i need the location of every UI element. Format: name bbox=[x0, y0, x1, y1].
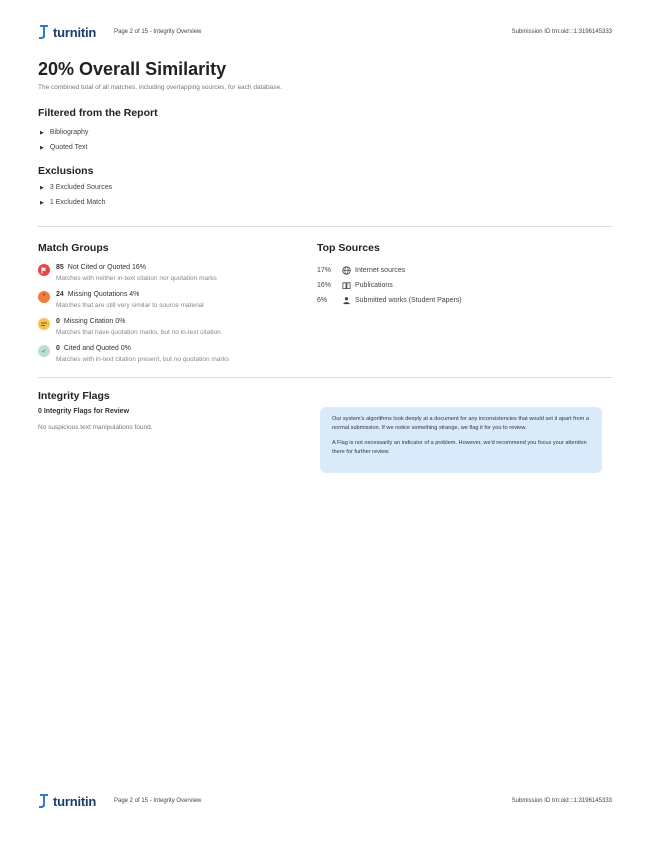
match-group-label: Missing Citation 0% bbox=[63, 318, 126, 325]
page-header bbox=[38, 24, 612, 44]
filtered-item-bibliography[interactable] bbox=[40, 129, 88, 136]
expand-triangle-icon: ▶ bbox=[40, 199, 44, 206]
match-group-desc: Matches with in-text citation present, but no quotation marks bbox=[56, 356, 230, 363]
logo-text: turnitin bbox=[53, 793, 97, 809]
logo-text: turnitin bbox=[53, 24, 97, 40]
match-group-desc: Matches with neither in-text citation nor quotation marks bbox=[56, 275, 217, 282]
top-source-submitted[interactable] bbox=[317, 295, 462, 305]
info-paragraph-1: Our system's algorithms look deeply at a document for any inconsistencies that would set it apart from a normal submission. If we notice something strange, we flag it for you to review. bbox=[332, 416, 589, 431]
quote-icon: “ bbox=[38, 291, 50, 303]
section-divider bbox=[38, 226, 612, 227]
expand-triangle-icon: ▶ bbox=[40, 144, 44, 151]
top-source-label: Internet sources bbox=[355, 266, 406, 274]
page-info: Page 2 of 15 - Integrity Overview bbox=[114, 29, 202, 35]
similarity-subtitle: The combined total of all matches, including overlapping sources, for each database. bbox=[38, 84, 282, 91]
turnitin-logo-icon bbox=[38, 793, 50, 809]
page-footer bbox=[38, 793, 612, 813]
flag-icon bbox=[38, 264, 50, 276]
globe-icon bbox=[341, 265, 351, 275]
turnitin-logo bbox=[38, 793, 96, 809]
expand-triangle-icon: ▶ bbox=[40, 129, 44, 136]
exclusions-section-title: Exclusions bbox=[38, 165, 94, 177]
section-divider bbox=[38, 377, 612, 378]
match-group-label: Not Cited or Quoted 16% bbox=[67, 264, 147, 271]
integrity-flags-count: 0 Integrity Flags for Review bbox=[38, 408, 130, 415]
submission-id: Submission ID trn:oid:::1:3196145333 bbox=[511, 29, 612, 35]
filtered-section-title: Filtered from the Report bbox=[38, 107, 158, 119]
turnitin-logo-icon bbox=[38, 24, 50, 40]
page-title: 20% Overall Similarity bbox=[38, 59, 227, 79]
match-group-desc: Matches that have quotation marks, but no in-text citation bbox=[56, 329, 221, 336]
match-group-desc: Matches that are still very similar to source material bbox=[56, 302, 204, 309]
turnitin-logo bbox=[38, 24, 96, 40]
top-source-publications[interactable] bbox=[317, 280, 393, 290]
integrity-flags-title: Integrity Flags bbox=[38, 390, 110, 402]
exclusion-item-label: 1 Excluded Match bbox=[49, 199, 106, 206]
top-sources-title: Top Sources bbox=[317, 242, 380, 254]
top-source-label: Submitted works (Student Papers) bbox=[355, 296, 462, 304]
integrity-info-box bbox=[320, 407, 602, 473]
top-source-pct: 16% bbox=[317, 281, 332, 289]
submission-id: Submission ID trn:oid:::1:3196145333 bbox=[511, 798, 612, 804]
top-source-internet[interactable] bbox=[317, 265, 405, 275]
match-group-label: Cited and Quoted 0% bbox=[63, 345, 131, 352]
filtered-item-quoted-text[interactable] bbox=[40, 144, 87, 151]
match-group-label: Missing Quotations 4% bbox=[67, 291, 140, 298]
exclusion-item-sources[interactable] bbox=[40, 184, 112, 191]
top-source-label: Publications bbox=[355, 281, 393, 289]
top-source-pct: 6% bbox=[317, 296, 328, 304]
filtered-item-label: Bibliography bbox=[49, 129, 89, 136]
check-icon: ✓ bbox=[38, 345, 50, 357]
info-paragraph-2: A Flag is not necessarily an indicator of a problem. However, we'd recommend you focus your attention there for further review. bbox=[332, 440, 587, 455]
match-group-count: 0 bbox=[56, 318, 60, 325]
person-icon bbox=[341, 295, 351, 305]
integrity-none-text: No suspicious text manipulations found. bbox=[38, 424, 153, 431]
match-groups-title: Match Groups bbox=[38, 242, 109, 254]
page-info: Page 2 of 15 - Integrity Overview bbox=[114, 798, 202, 804]
top-source-pct: 17% bbox=[317, 266, 332, 274]
match-group-count: 24 bbox=[56, 291, 64, 298]
match-group-count: 85 bbox=[56, 264, 64, 271]
match-group-count: 0 bbox=[56, 345, 60, 352]
book-icon bbox=[341, 280, 351, 290]
expand-triangle-icon: ▶ bbox=[40, 184, 44, 191]
exclusion-item-match[interactable] bbox=[40, 199, 106, 206]
filtered-item-label: Quoted Text bbox=[49, 144, 88, 151]
citation-icon bbox=[38, 318, 50, 330]
exclusion-item-label: 3 Excluded Sources bbox=[49, 184, 113, 191]
